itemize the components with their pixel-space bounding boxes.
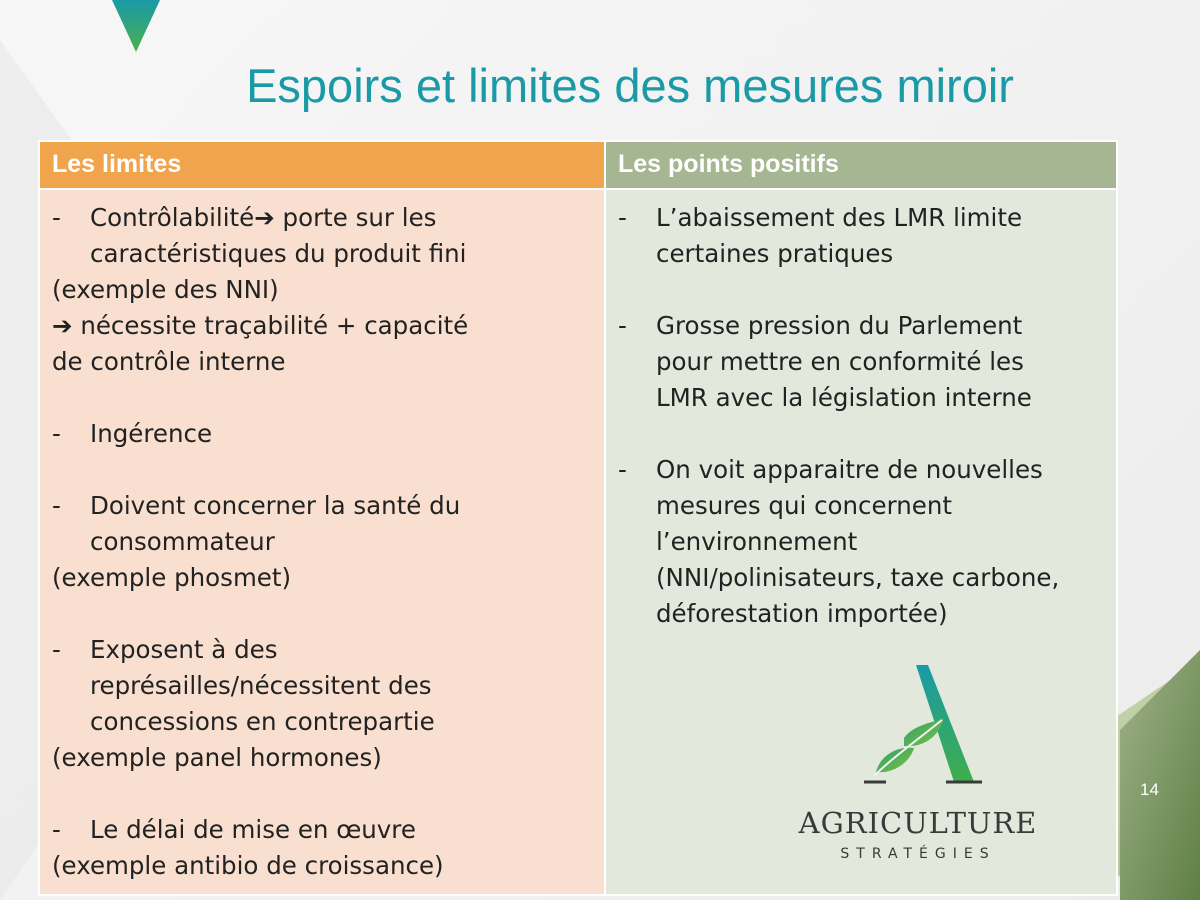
bullet-dash: - xyxy=(618,455,627,484)
logo-wordmark: AGRICULTURE xyxy=(798,806,1038,840)
consequence-line: de contrôle interne xyxy=(52,347,286,376)
list-item-continuation: pour mettre en conformité les xyxy=(656,347,1024,376)
example-text: (exemple panel hormones) xyxy=(52,743,382,772)
list-item-continuation: concessions en contrepartie xyxy=(90,707,435,736)
header-positives: Les points positifs xyxy=(605,141,1117,189)
example-text: (exemple des NNI) xyxy=(52,275,279,304)
list-item: - Ingérence xyxy=(52,416,592,452)
item-text: porte sur les xyxy=(274,203,437,232)
list-item: - Grosse pression du Parlement xyxy=(618,308,1104,344)
list-item-continuation: consommateur xyxy=(90,527,275,556)
list-item-continuation: (NNI/polinisateurs, taxe carbone, xyxy=(656,563,1060,592)
list-item-continuation: LMR avec la législation interne xyxy=(656,383,1032,412)
list-item-continuation: déforestation importée) xyxy=(656,599,948,628)
list-item-continuation: mesures qui concernent xyxy=(656,491,952,520)
list-item-continuation: l’environnement xyxy=(656,527,858,556)
cell-limits xyxy=(39,189,605,895)
header-limits: Les limites xyxy=(39,141,605,189)
list-item: - L’abaissement des LMR limite xyxy=(618,200,1104,236)
list-item-continuation: représailles/nécessitent des xyxy=(90,671,432,700)
list-item-continuation: certaines pratiques xyxy=(656,239,894,268)
letter-a-with-leaf-icon xyxy=(856,660,986,790)
list-item-continuation: caractéristiques du produit fini xyxy=(90,239,467,268)
bullet-dash: - xyxy=(52,815,61,844)
list-item: - On voit apparaitre de nouvelles xyxy=(618,452,1104,488)
bullet-dash: - xyxy=(52,491,61,520)
arrow-icon: ➔ xyxy=(52,311,73,340)
example-text: (exemple antibio de croissance) xyxy=(52,851,444,880)
bullet-dash: - xyxy=(52,635,61,664)
slide-title: Espoirs et limites des mesures miroir xyxy=(246,59,1014,112)
consequence-line: ➔ nécessite traçabilité + capacité xyxy=(52,311,469,340)
list-item: - Le délai de mise en œuvre xyxy=(52,812,592,848)
example-text: (exemple phosmet) xyxy=(52,563,292,592)
bullet-dash: - xyxy=(618,311,627,340)
page-number: 14 xyxy=(1140,780,1159,799)
bullet-dash: - xyxy=(52,203,61,232)
arrow-icon: ➔ xyxy=(254,203,275,232)
list-item: - Doivent concerner la santé du xyxy=(52,488,592,524)
list-item xyxy=(52,200,592,236)
logo-subtitle: STRATÉGIES xyxy=(840,846,996,862)
agriculture-strategies-logo xyxy=(778,660,1058,870)
item-text: Contrôlabilité xyxy=(90,203,255,232)
bullet-dash: - xyxy=(618,203,627,232)
bullet-dash: - xyxy=(52,419,61,448)
list-item: - Exposent à des xyxy=(52,632,592,668)
table-header-row xyxy=(39,141,1117,189)
